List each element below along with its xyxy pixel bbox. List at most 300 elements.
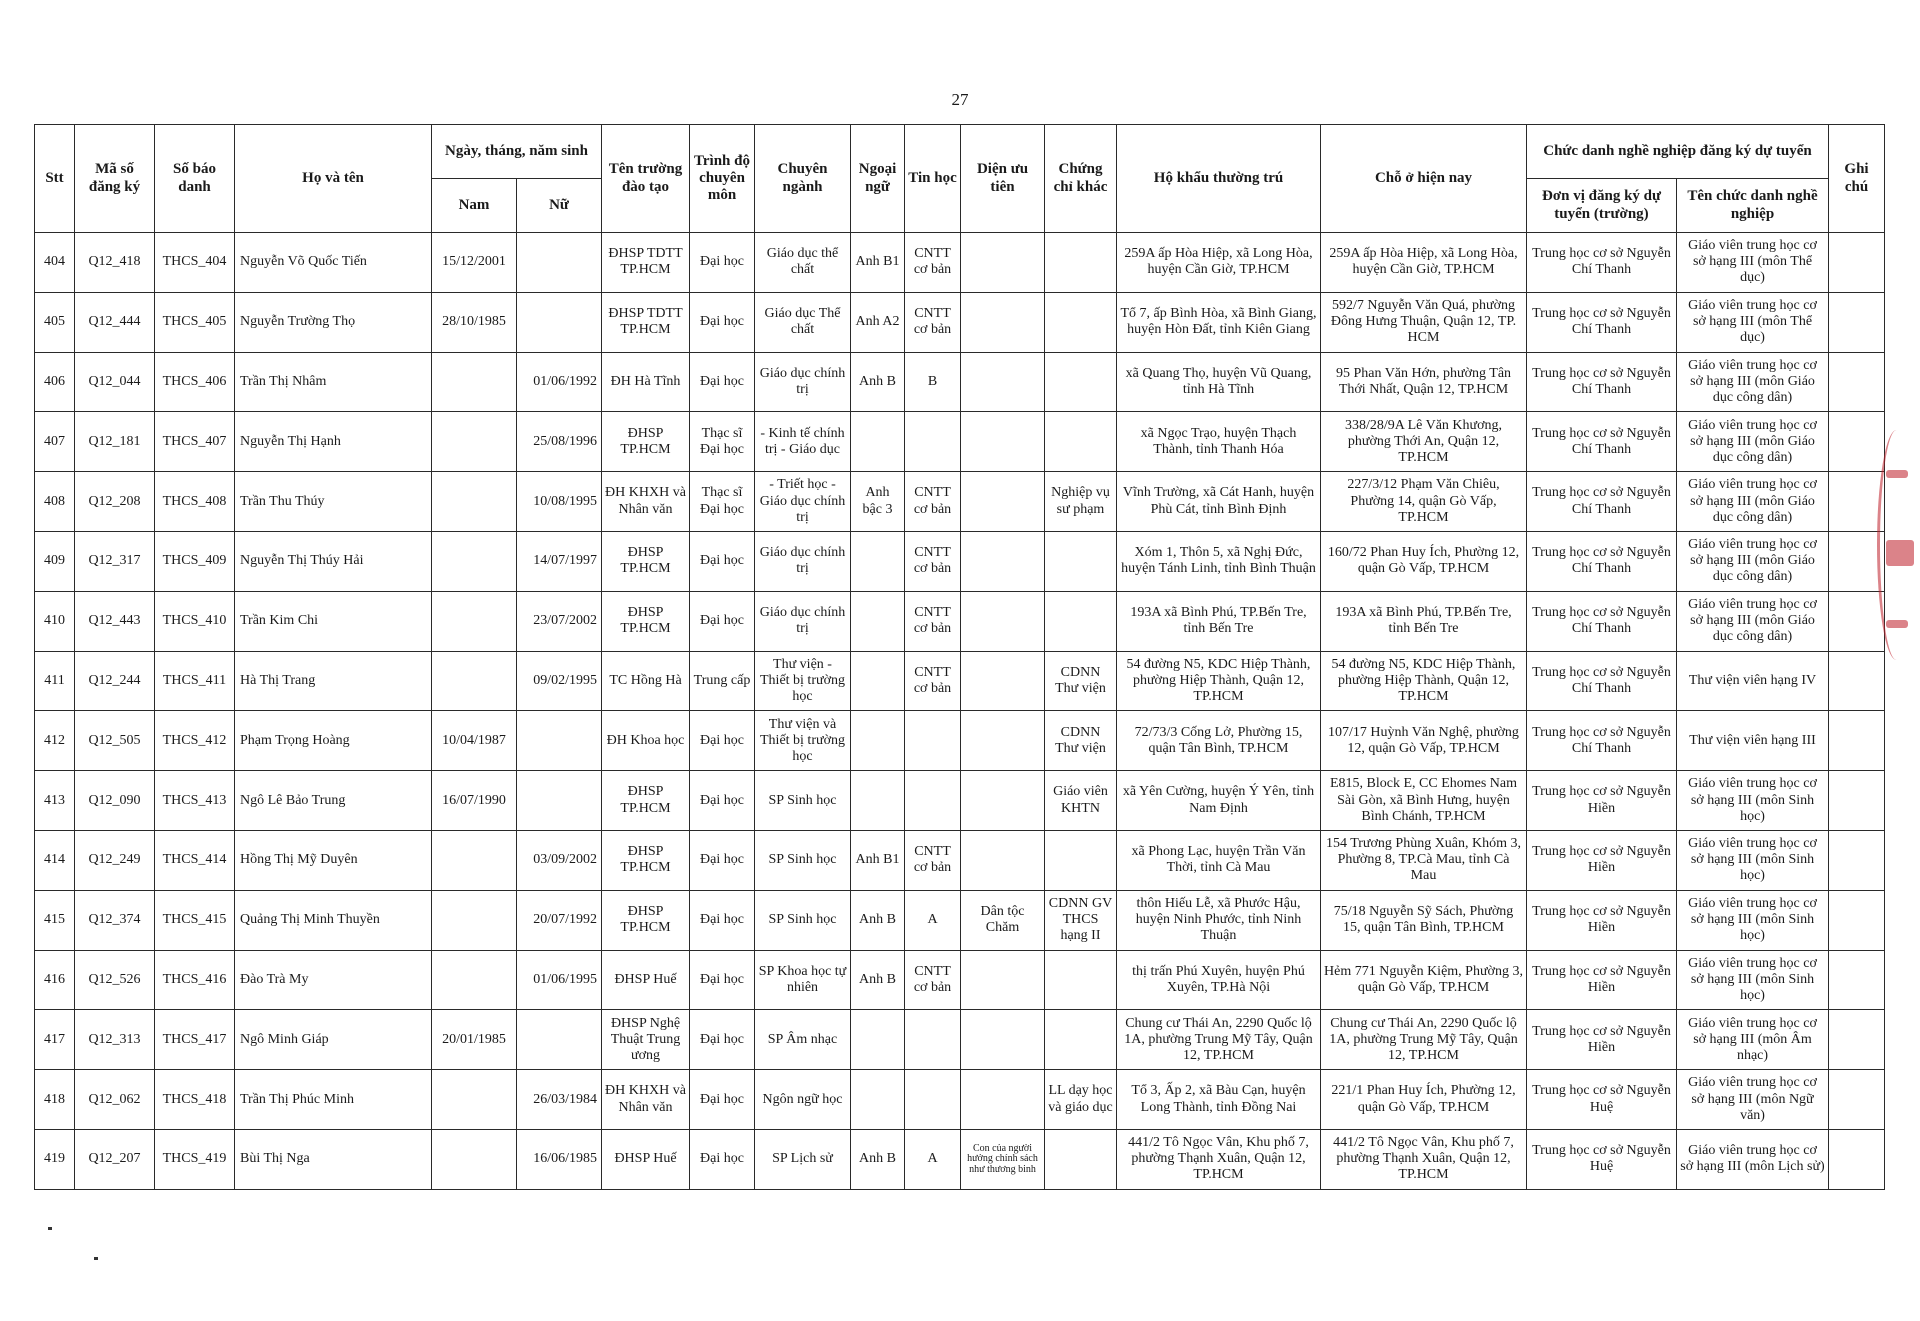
cell-qualification: Thạc sĩ Đại học: [690, 412, 755, 472]
cell-job-title: Thư viện viên hạng III: [1677, 711, 1829, 771]
cell-notes: [1829, 651, 1885, 711]
cell-permanent-address: xã Ngọc Trạo, huyện Thạch Thành, tỉnh Thanh Hóa: [1117, 412, 1321, 472]
cell-registration-code: Q12_418: [75, 233, 155, 293]
cell-qualification: Đại học: [690, 1010, 755, 1070]
cell-foreign-language: [851, 771, 905, 831]
cell-notes: [1829, 1070, 1885, 1130]
header-male: Nam: [432, 179, 517, 233]
cell-registration-code: Q12_181: [75, 412, 155, 472]
cell-candidate-number: THCS_409: [155, 531, 235, 591]
header-current-address: Chỗ ở hiện nay: [1321, 125, 1527, 233]
cell-dob-male: [432, 1129, 517, 1189]
table-row: [35, 1129, 1885, 1189]
cell-informatics: [905, 771, 961, 831]
cell-qualification: Đại học: [690, 1129, 755, 1189]
cell-stt: 405: [35, 292, 75, 352]
cell-major: SP Khoa học tự nhiên: [755, 950, 851, 1010]
cell-dob-female: 20/07/1992: [517, 890, 602, 950]
table-row: [35, 950, 1885, 1010]
cell-dob-female: [517, 711, 602, 771]
header-school: Tên trường đào tạo: [602, 125, 690, 233]
cell-candidate-number: THCS_419: [155, 1129, 235, 1189]
cell-notes: [1829, 472, 1885, 532]
cell-dob-male: [432, 472, 517, 532]
cell-informatics: A: [905, 890, 961, 950]
cell-qualification: Đại học: [690, 830, 755, 890]
cell-notes: [1829, 1129, 1885, 1189]
cell-dob-female: 16/06/1985: [517, 1129, 602, 1189]
cell-foreign-language: Anh B1: [851, 233, 905, 293]
cell-foreign-language: [851, 531, 905, 591]
cell-dob-female: 01/06/1995: [517, 950, 602, 1010]
cell-foreign-language: Anh B1: [851, 830, 905, 890]
cell-foreign-language: Anh B: [851, 950, 905, 1010]
cell-priority: [961, 292, 1045, 352]
cell-school: ĐH KHXH và Nhân văn: [602, 1070, 690, 1130]
cell-candidate-number: THCS_406: [155, 352, 235, 412]
cell-other-certificates: [1045, 292, 1117, 352]
cell-informatics: CNTT cơ bản: [905, 233, 961, 293]
cell-priority: [961, 1070, 1045, 1130]
cell-qualification: Trung cấp: [690, 651, 755, 711]
cell-major: SP Sinh học: [755, 890, 851, 950]
cell-full-name: Ngô Lê Bảo Trung: [235, 771, 432, 831]
cell-current-address: 154 Trương Phùng Xuân, Khóm 3, Phường 8, TP.Cà Mau, tỉnh Cà Mau: [1321, 830, 1527, 890]
cell-full-name: Đào Trà My: [235, 950, 432, 1010]
stamp-mark: [1886, 620, 1908, 628]
cell-foreign-language: [851, 1070, 905, 1130]
cell-other-certificates: [1045, 591, 1117, 651]
cell-informatics: CNTT cơ bản: [905, 472, 961, 532]
cell-major: - Kinh tế chính trị - Giáo dục: [755, 412, 851, 472]
cell-notes: [1829, 412, 1885, 472]
cell-school: ĐHSP Huế: [602, 1129, 690, 1189]
cell-current-address: 259A ấp Hòa Hiệp, xã Long Hòa, huyện Cần Giờ, TP.HCM: [1321, 233, 1527, 293]
cell-priority: [961, 531, 1045, 591]
cell-foreign-language: [851, 651, 905, 711]
cell-priority: [961, 591, 1045, 651]
cell-qualification: Đại học: [690, 890, 755, 950]
cell-unit: Trung học cơ sở Nguyễn Chí Thanh: [1527, 472, 1677, 532]
cell-stt: 413: [35, 771, 75, 831]
cell-foreign-language: Anh bậc 3: [851, 472, 905, 532]
cell-school: ĐHSP TDTT TP.HCM: [602, 292, 690, 352]
cell-unit: Trung học cơ sở Nguyễn Chí Thanh: [1527, 711, 1677, 771]
cell-priority: Dân tộc Chăm: [961, 890, 1045, 950]
cell-foreign-language: [851, 591, 905, 651]
registration-table: [34, 124, 1885, 1190]
cell-permanent-address: Chung cư Thái An, 2290 Quốc lộ 1A, phường Trung Mỹ Tây, Quận 12, TP.HCM: [1117, 1010, 1321, 1070]
cell-unit: Trung học cơ sở Nguyễn Hiền: [1527, 1010, 1677, 1070]
cell-priority: Con của người hưởng chính sách như thương binh: [961, 1129, 1045, 1189]
cell-foreign-language: Anh B: [851, 352, 905, 412]
cell-permanent-address: xã Phong Lạc, huyện Trần Văn Thời, tỉnh Cà Mau: [1117, 830, 1321, 890]
cell-registration-code: Q12_526: [75, 950, 155, 1010]
cell-permanent-address: Xóm 1, Thôn 5, xã Nghị Đức, huyện Tánh Linh, tỉnh Bình Thuận: [1117, 531, 1321, 591]
cell-unit: Trung học cơ sở Nguyễn Chí Thanh: [1527, 292, 1677, 352]
header-permanent-address: Hộ khẩu thường trú: [1117, 125, 1321, 233]
cell-permanent-address: xã Yên Cường, huyện Ý Yên, tỉnh Nam Định: [1117, 771, 1321, 831]
cell-job-title: Giáo viên trung học cơ sở hạng III (môn Âm nhạc): [1677, 1010, 1829, 1070]
cell-stt: 417: [35, 1010, 75, 1070]
cell-qualification: Đại học: [690, 591, 755, 651]
cell-informatics: CNTT cơ bản: [905, 651, 961, 711]
cell-dob-male: 10/04/1987: [432, 711, 517, 771]
cell-candidate-number: THCS_412: [155, 711, 235, 771]
cell-qualification: Đại học: [690, 352, 755, 412]
header-candidate-number: Số báo danh: [155, 125, 235, 233]
cell-priority: [961, 1010, 1045, 1070]
table-body: [35, 233, 1885, 1190]
cell-major: Giáo dục thể chất: [755, 233, 851, 293]
cell-notes: [1829, 830, 1885, 890]
cell-major: Thư viện - Thiết bị trường học: [755, 651, 851, 711]
cell-unit: Trung học cơ sở Nguyễn Hiền: [1527, 771, 1677, 831]
cell-full-name: Trần Thị Nhâm: [235, 352, 432, 412]
cell-stt: 415: [35, 890, 75, 950]
cell-priority: [961, 830, 1045, 890]
cell-qualification: Đại học: [690, 1070, 755, 1130]
cell-permanent-address: xã Quang Thọ, huyện Vũ Quang, tỉnh Hà Tĩnh: [1117, 352, 1321, 412]
cell-candidate-number: THCS_415: [155, 890, 235, 950]
header-foreign-language: Ngoại ngữ: [851, 125, 905, 233]
cell-full-name: Ngô Minh Giáp: [235, 1010, 432, 1070]
cell-dob-female: 09/02/1995: [517, 651, 602, 711]
cell-school: ĐHSP TDTT TP.HCM: [602, 233, 690, 293]
header-stt: Stt: [35, 125, 75, 233]
cell-candidate-number: THCS_417: [155, 1010, 235, 1070]
cell-job-title: Giáo viên trung học cơ sở hạng III (môn Thể dục): [1677, 233, 1829, 293]
cell-registration-code: Q12_505: [75, 711, 155, 771]
cell-dob-male: 20/01/1985: [432, 1010, 517, 1070]
cell-current-address: 338/28/9A Lê Văn Khương, phường Thới An, Quận 12, TP.HCM: [1321, 412, 1527, 472]
cell-registration-code: Q12_313: [75, 1010, 155, 1070]
cell-dob-female: 03/09/2002: [517, 830, 602, 890]
table-row: [35, 292, 1885, 352]
cell-informatics: [905, 1010, 961, 1070]
cell-dob-female: 10/08/1995: [517, 472, 602, 532]
cell-stt: 408: [35, 472, 75, 532]
cell-registration-code: Q12_249: [75, 830, 155, 890]
cell-job-title: Giáo viên trung học cơ sở hạng III (môn Ngữ văn): [1677, 1070, 1829, 1130]
cell-other-certificates: Nghiệp vụ sư phạm: [1045, 472, 1117, 532]
table-row: [35, 412, 1885, 472]
cell-current-address: 54 đường N5, KDC Hiệp Thành, phường Hiệp Thành, Quận 12, TP.HCM: [1321, 651, 1527, 711]
cell-unit: Trung học cơ sở Nguyễn Hiền: [1527, 890, 1677, 950]
cell-qualification: Thạc sĩ Đại học: [690, 472, 755, 532]
cell-major: Thư viện và Thiết bị trường học: [755, 711, 851, 771]
cell-dob-male: 15/12/2001: [432, 233, 517, 293]
cell-major: SP Sinh học: [755, 771, 851, 831]
cell-notes: [1829, 233, 1885, 293]
header-qualification: Trình độ chuyên môn: [690, 125, 755, 233]
cell-notes: [1829, 591, 1885, 651]
cell-unit: Trung học cơ sở Nguyễn Chí Thanh: [1527, 412, 1677, 472]
cell-full-name: Trần Thị Phúc Minh: [235, 1070, 432, 1130]
cell-current-address: 221/1 Phan Huy Ích, Phường 12, quận Gò Vấp, TP.HCM: [1321, 1070, 1527, 1130]
table-row: [35, 1070, 1885, 1130]
cell-dob-male: 28/10/1985: [432, 292, 517, 352]
header-job-title-group: Chức danh nghề nghiệp đăng ký dự tuyển: [1527, 125, 1829, 179]
cell-other-certificates: LL dạy học và giáo dục: [1045, 1070, 1117, 1130]
cell-candidate-number: THCS_408: [155, 472, 235, 532]
cell-stt: 404: [35, 233, 75, 293]
cell-school: ĐHSP Huế: [602, 950, 690, 1010]
cell-school: ĐH Khoa học: [602, 711, 690, 771]
header-female: Nữ: [517, 179, 602, 233]
cell-unit: Trung học cơ sở Nguyễn Hiền: [1527, 950, 1677, 1010]
cell-candidate-number: THCS_418: [155, 1070, 235, 1130]
cell-school: ĐHSP TP.HCM: [602, 412, 690, 472]
cell-school: ĐHSP TP.HCM: [602, 771, 690, 831]
cell-dob-male: [432, 591, 517, 651]
cell-informatics: CNTT cơ bản: [905, 830, 961, 890]
cell-foreign-language: Anh B: [851, 890, 905, 950]
cell-permanent-address: thị trấn Phú Xuyên, huyện Phú Xuyên, TP.Hà Nội: [1117, 950, 1321, 1010]
table-row: [35, 531, 1885, 591]
cell-permanent-address: 441/2 Tô Ngọc Vân, Khu phố 7, phường Thạnh Xuân, Quận 12, TP.HCM: [1117, 1129, 1321, 1189]
cell-major: Giáo dục Thể chất: [755, 292, 851, 352]
cell-job-title: Giáo viên trung học cơ sở hạng III (môn Sinh học): [1677, 890, 1829, 950]
table-row: [35, 591, 1885, 651]
cell-notes: [1829, 950, 1885, 1010]
cell-major: SP Lịch sử: [755, 1129, 851, 1189]
cell-stt: 412: [35, 711, 75, 771]
cell-notes: [1829, 711, 1885, 771]
cell-stt: 410: [35, 591, 75, 651]
header-other-certificates: Chứng chỉ khác: [1045, 125, 1117, 233]
cell-current-address: 95 Phan Văn Hớn, phường Tân Thới Nhất, Quận 12, TP.HCM: [1321, 352, 1527, 412]
header-job-title: Tên chức danh nghề nghiệp: [1677, 179, 1829, 233]
cell-stt: 411: [35, 651, 75, 711]
cell-registration-code: Q12_374: [75, 890, 155, 950]
cell-stt: 406: [35, 352, 75, 412]
cell-dob-female: [517, 292, 602, 352]
cell-foreign-language: [851, 1010, 905, 1070]
cell-qualification: Đại học: [690, 771, 755, 831]
cell-candidate-number: THCS_416: [155, 950, 235, 1010]
cell-full-name: Nguyễn Võ Quốc Tiến: [235, 233, 432, 293]
header-priority: Diện ưu tiên: [961, 125, 1045, 233]
cell-permanent-address: 72/73/3 Cống Lở, Phường 15, quận Tân Bình, TP.HCM: [1117, 711, 1321, 771]
cell-registration-code: Q12_444: [75, 292, 155, 352]
table-row: [35, 830, 1885, 890]
header-major: Chuyên ngành: [755, 125, 851, 233]
cell-candidate-number: THCS_405: [155, 292, 235, 352]
cell-registration-code: Q12_207: [75, 1129, 155, 1189]
cell-dob-female: 23/07/2002: [517, 591, 602, 651]
table-row: [35, 771, 1885, 831]
cell-informatics: CNTT cơ bản: [905, 531, 961, 591]
cell-registration-code: Q12_044: [75, 352, 155, 412]
header-notes: Ghi chú: [1829, 125, 1885, 233]
table-row: [35, 711, 1885, 771]
cell-priority: [961, 233, 1045, 293]
cell-unit: Trung học cơ sở Nguyễn Huệ: [1527, 1070, 1677, 1130]
cell-major: - Triết học - Giáo dục chính trị: [755, 472, 851, 532]
cell-job-title: Giáo viên trung học cơ sở hạng III (môn Giáo dục công dân): [1677, 412, 1829, 472]
cell-other-certificates: [1045, 352, 1117, 412]
cell-foreign-language: Anh B: [851, 1129, 905, 1189]
cell-current-address: E815, Block E, CC Ehomes Nam Sài Gòn, xã Bình Hưng, huyện Bình Chánh, TP.HCM: [1321, 771, 1527, 831]
cell-dob-male: [432, 412, 517, 472]
cell-full-name: Nguyễn Thị Thúy Hải: [235, 531, 432, 591]
cell-dob-male: 16/07/1990: [432, 771, 517, 831]
cell-dob-male: [432, 950, 517, 1010]
cell-notes: [1829, 292, 1885, 352]
speck: [48, 1227, 52, 1230]
cell-registration-code: Q12_090: [75, 771, 155, 831]
cell-permanent-address: 259A ấp Hòa Hiệp, xã Long Hòa, huyện Cần Giờ, TP.HCM: [1117, 233, 1321, 293]
cell-foreign-language: [851, 412, 905, 472]
cell-job-title: Giáo viên trung học cơ sở hạng III (môn Sinh học): [1677, 830, 1829, 890]
header-date-of-birth: Ngày, tháng, năm sinh: [432, 125, 602, 179]
cell-school: TC Hồng Hà: [602, 651, 690, 711]
cell-other-certificates: Giáo viên KHTN: [1045, 771, 1117, 831]
cell-job-title: Giáo viên trung học cơ sở hạng III (môn Giáo dục công dân): [1677, 591, 1829, 651]
cell-other-certificates: CDNN GV THCS hạng II: [1045, 890, 1117, 950]
cell-informatics: B: [905, 352, 961, 412]
cell-current-address: 193A xã Bình Phú, TP.Bến Tre, tỉnh Bến Tre: [1321, 591, 1527, 651]
cell-dob-female: [517, 771, 602, 831]
cell-notes: [1829, 352, 1885, 412]
cell-dob-male: [432, 531, 517, 591]
cell-stt: 418: [35, 1070, 75, 1130]
cell-major: Giáo dục chính trị: [755, 352, 851, 412]
cell-current-address: Hẻm 771 Nguyễn Kiệm, Phường 3, quận Gò Vấp, TP.HCM: [1321, 950, 1527, 1010]
header-registration-code: Mã số đăng ký: [75, 125, 155, 233]
cell-current-address: 160/72 Phan Huy Ích, Phường 12, quận Gò Vấp, TP.HCM: [1321, 531, 1527, 591]
cell-registration-code: Q12_443: [75, 591, 155, 651]
cell-other-certificates: [1045, 830, 1117, 890]
page-number: 27: [951, 90, 969, 109]
cell-other-certificates: [1045, 1129, 1117, 1189]
header-full-name: Họ và tên: [235, 125, 432, 233]
cell-school: ĐHSP Nghệ Thuật Trung ương: [602, 1010, 690, 1070]
cell-current-address: 441/2 Tô Ngọc Vân, Khu phố 7, phường Thạnh Xuân, Quận 12, TP.HCM: [1321, 1129, 1527, 1189]
cell-full-name: Hà Thị Trang: [235, 651, 432, 711]
cell-informatics: [905, 412, 961, 472]
cell-informatics: [905, 1070, 961, 1130]
table-row: [35, 472, 1885, 532]
cell-notes: [1829, 890, 1885, 950]
cell-job-title: Giáo viên trung học cơ sở hạng III (môn Giáo dục công dân): [1677, 531, 1829, 591]
cell-priority: [961, 771, 1045, 831]
cell-unit: Trung học cơ sở Nguyễn Chí Thanh: [1527, 651, 1677, 711]
cell-qualification: Đại học: [690, 531, 755, 591]
cell-current-address: 227/3/12 Phạm Văn Chiêu, Phường 14, quận Gò Vấp, TP.HCM: [1321, 472, 1527, 532]
cell-informatics: CNTT cơ bản: [905, 292, 961, 352]
header-unit: Đơn vị đăng ký dự tuyển (trường): [1527, 179, 1677, 233]
cell-candidate-number: THCS_411: [155, 651, 235, 711]
cell-job-title: Giáo viên trung học cơ sở hạng III (môn Thể dục): [1677, 292, 1829, 352]
cell-major: Giáo dục chính trị: [755, 591, 851, 651]
stamp-mark: [1886, 540, 1914, 566]
cell-dob-female: [517, 233, 602, 293]
cell-candidate-number: THCS_407: [155, 412, 235, 472]
cell-unit: Trung học cơ sở Nguyễn Chí Thanh: [1527, 352, 1677, 412]
cell-job-title: Giáo viên trung học cơ sở hạng III (môn Sinh học): [1677, 950, 1829, 1010]
speck: [94, 1257, 98, 1260]
cell-dob-female: 25/08/1996: [517, 412, 602, 472]
cell-full-name: Phạm Trọng Hoàng: [235, 711, 432, 771]
table-row: [35, 890, 1885, 950]
cell-priority: [961, 711, 1045, 771]
cell-candidate-number: THCS_414: [155, 830, 235, 890]
cell-registration-code: Q12_244: [75, 651, 155, 711]
cell-priority: [961, 950, 1045, 1010]
cell-job-title: Giáo viên trung học cơ sở hạng III (môn Giáo dục công dân): [1677, 472, 1829, 532]
cell-full-name: Quảng Thị Minh Thuyền: [235, 890, 432, 950]
stamp-mark: [1886, 470, 1908, 478]
cell-candidate-number: THCS_413: [155, 771, 235, 831]
cell-school: ĐHSP TP.HCM: [602, 591, 690, 651]
cell-unit: Trung học cơ sở Nguyễn Huệ: [1527, 1129, 1677, 1189]
cell-dob-female: [517, 1010, 602, 1070]
red-stamp-fragment: [1877, 430, 1916, 660]
cell-other-certificates: [1045, 412, 1117, 472]
cell-major: SP Âm nhạc: [755, 1010, 851, 1070]
cell-other-certificates: [1045, 531, 1117, 591]
cell-permanent-address: Vĩnh Trường, xã Cát Hanh, huyện Phù Cát, tỉnh Bình Định: [1117, 472, 1321, 532]
cell-full-name: Nguyễn Thị Hạnh: [235, 412, 432, 472]
cell-informatics: A: [905, 1129, 961, 1189]
cell-full-name: Nguyễn Trường Thọ: [235, 292, 432, 352]
header-informatics: Tin học: [905, 125, 961, 233]
table-row: [35, 1010, 1885, 1070]
cell-notes: [1829, 771, 1885, 831]
cell-dob-female: 26/03/1984: [517, 1070, 602, 1130]
cell-stt: 416: [35, 950, 75, 1010]
cell-priority: [961, 651, 1045, 711]
cell-dob-female: 14/07/1997: [517, 531, 602, 591]
cell-foreign-language: [851, 711, 905, 771]
cell-school: ĐHSP TP.HCM: [602, 830, 690, 890]
cell-dob-male: [432, 890, 517, 950]
cell-other-certificates: [1045, 233, 1117, 293]
cell-current-address: Chung cư Thái An, 2290 Quốc lộ 1A, phường Trung Mỹ Tây, Quận 12, TP.HCM: [1321, 1010, 1527, 1070]
cell-school: ĐHSP TP.HCM: [602, 890, 690, 950]
cell-permanent-address: Tổ 7, ấp Bình Hòa, xã Bình Giang, huyện Hòn Đất, tỉnh Kiên Giang: [1117, 292, 1321, 352]
cell-major: Giáo dục chính trị: [755, 531, 851, 591]
cell-foreign-language: Anh A2: [851, 292, 905, 352]
cell-stt: 419: [35, 1129, 75, 1189]
cell-major: Ngôn ngữ học: [755, 1070, 851, 1130]
cell-other-certificates: [1045, 1010, 1117, 1070]
cell-permanent-address: Tổ 3, Ấp 2, xã Bàu Cạn, huyện Long Thành, tỉnh Đồng Nai: [1117, 1070, 1321, 1130]
cell-qualification: Đại học: [690, 292, 755, 352]
cell-priority: [961, 352, 1045, 412]
cell-stt: 414: [35, 830, 75, 890]
cell-notes: [1829, 1010, 1885, 1070]
cell-school: ĐH KHXH và Nhân văn: [602, 472, 690, 532]
cell-informatics: CNTT cơ bản: [905, 591, 961, 651]
cell-full-name: Trần Thu Thúy: [235, 472, 432, 532]
cell-full-name: Hồng Thị Mỹ Duyên: [235, 830, 432, 890]
cell-dob-male: [432, 830, 517, 890]
cell-priority: [961, 472, 1045, 532]
cell-current-address: 107/17 Huỳnh Văn Nghệ, phường 12, quận Gò Vấp, TP.HCM: [1321, 711, 1527, 771]
cell-dob-male: [432, 352, 517, 412]
cell-job-title: Giáo viên trung học cơ sở hạng III (môn Giáo dục công dân): [1677, 352, 1829, 412]
cell-priority: [961, 412, 1045, 472]
cell-job-title: Thư viện viên hạng IV: [1677, 651, 1829, 711]
cell-registration-code: Q12_062: [75, 1070, 155, 1130]
table-row: [35, 352, 1885, 412]
cell-registration-code: Q12_208: [75, 472, 155, 532]
table-row: [35, 651, 1885, 711]
cell-other-certificates: CDNN Thư viện: [1045, 651, 1117, 711]
